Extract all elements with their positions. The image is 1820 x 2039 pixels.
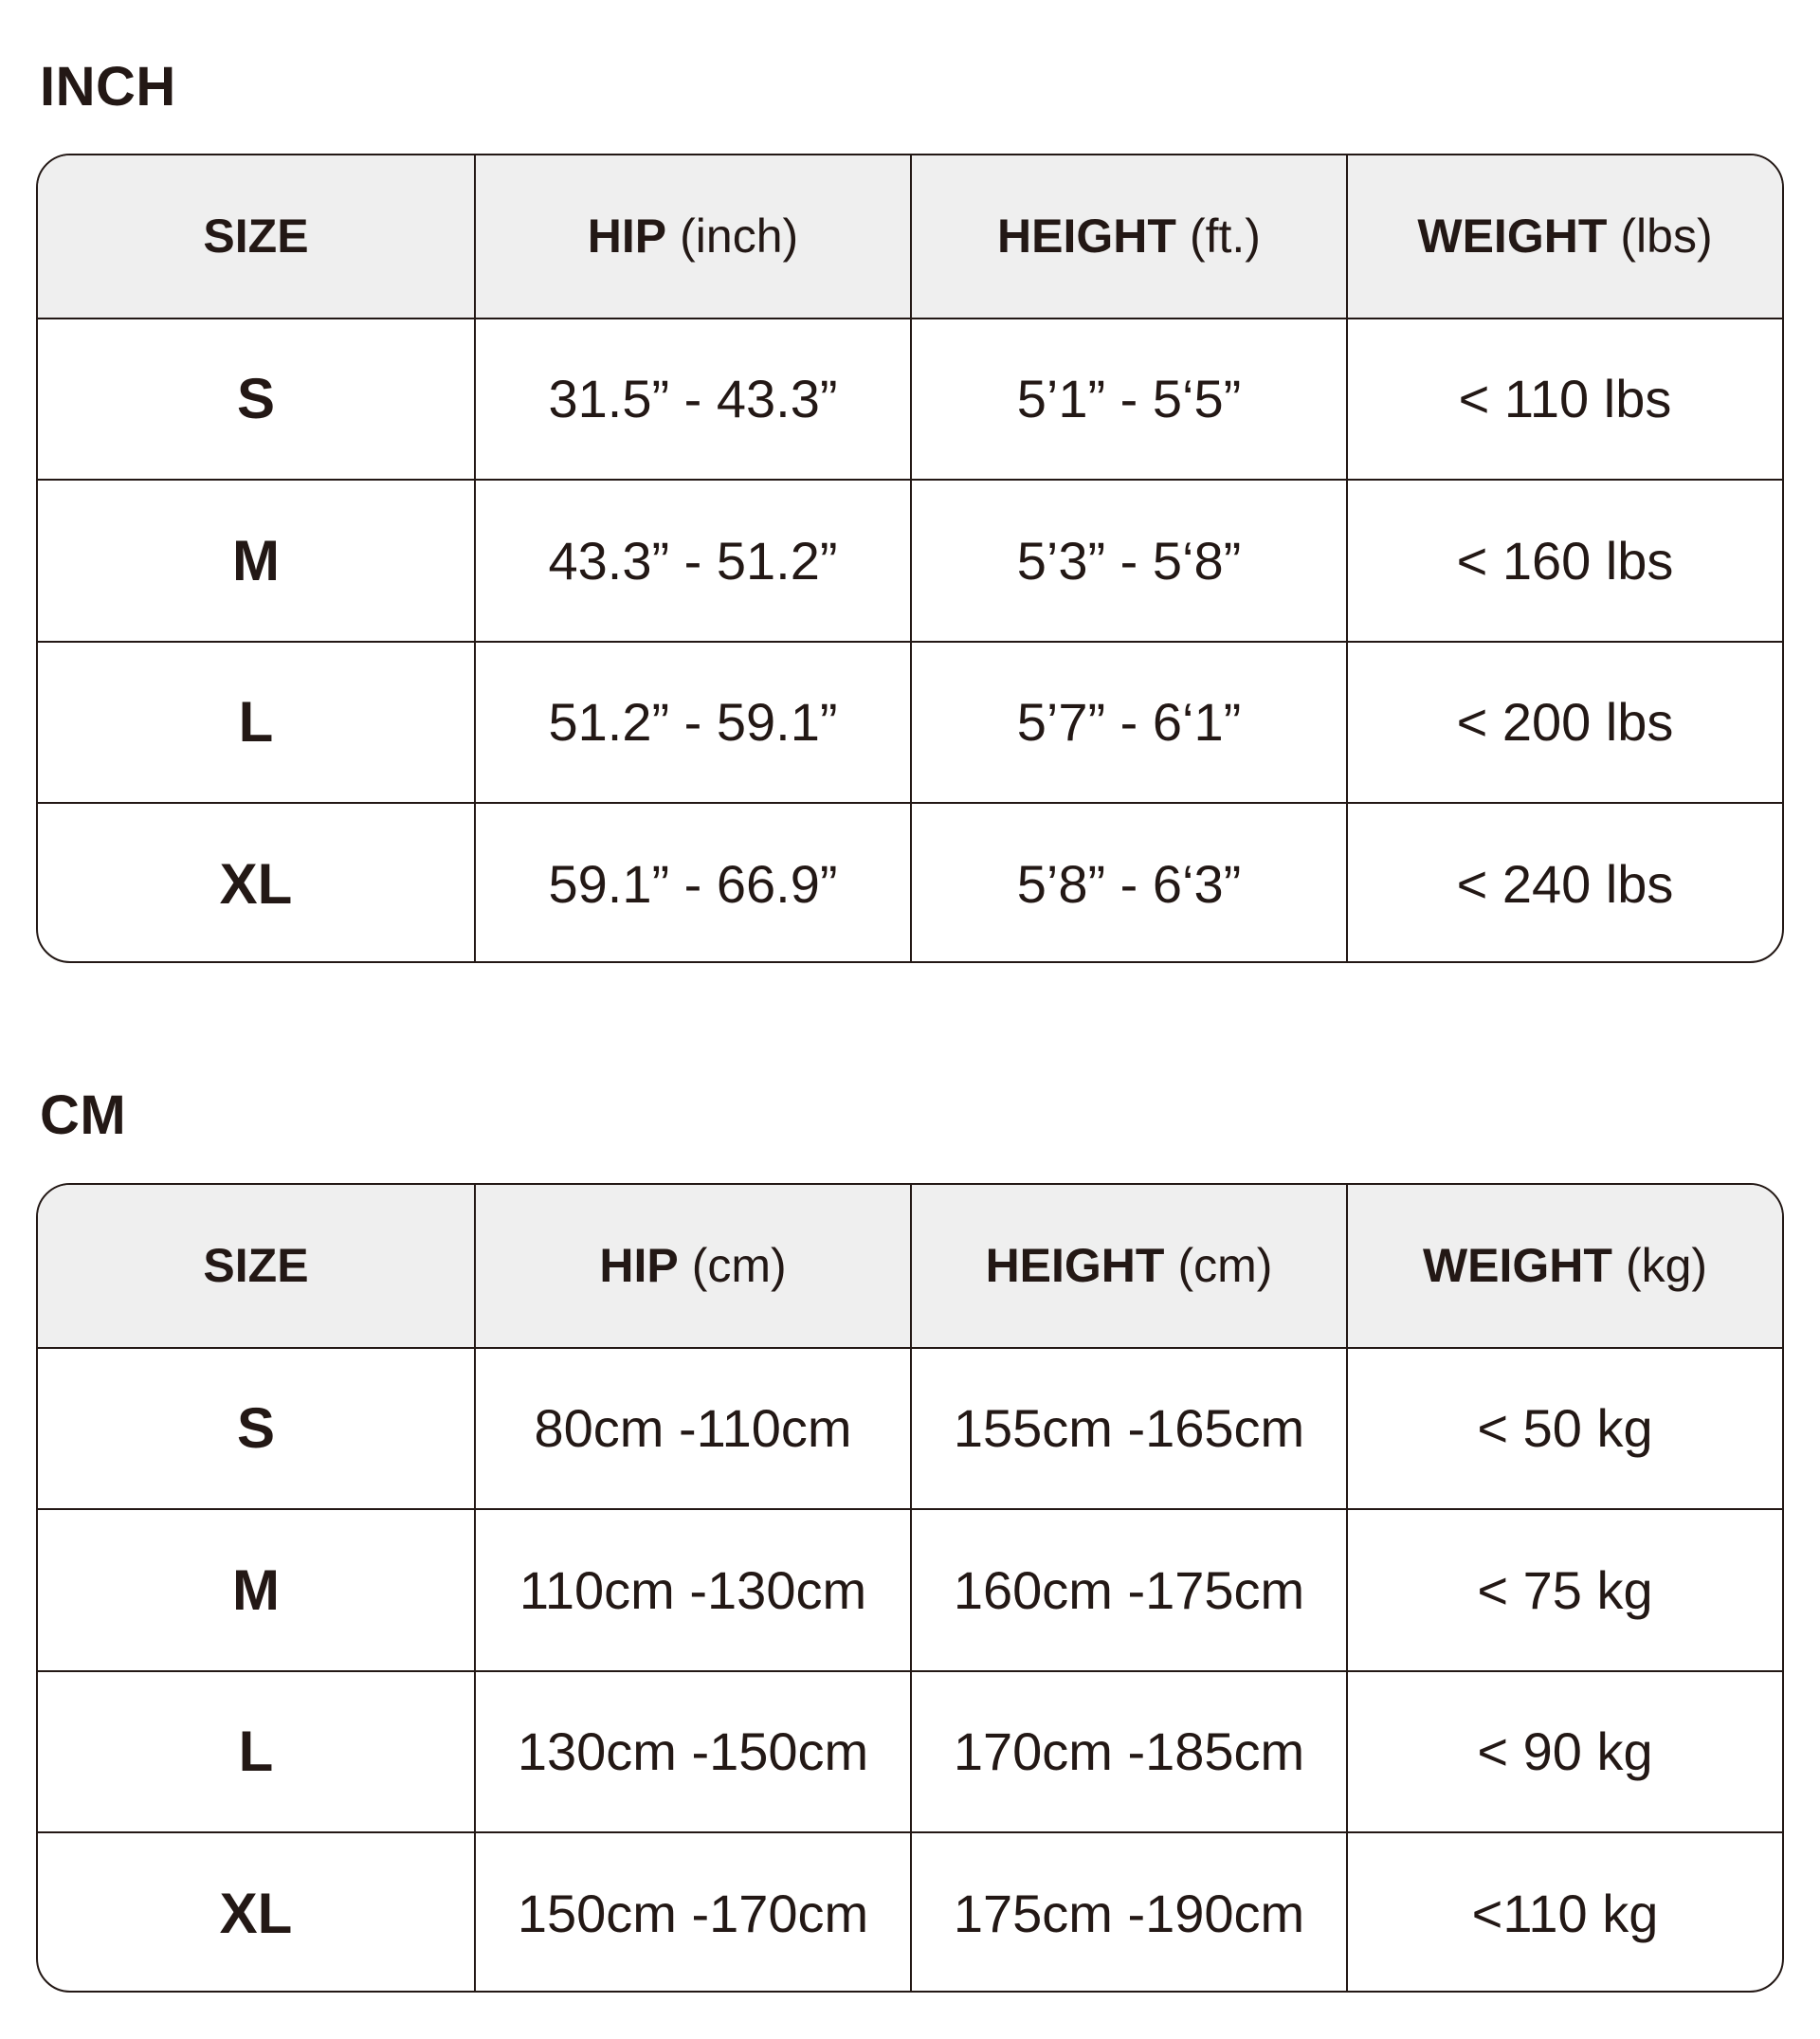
height-cell: 175cm -190cm <box>910 1833 1346 1993</box>
table-row <box>38 1670 1782 1832</box>
table-row <box>38 1508 1782 1670</box>
height-cell: 160cm -175cm <box>910 1510 1346 1670</box>
weight-cell: < 200 lbs <box>1346 643 1782 803</box>
header-hip-label: HIP <box>599 1239 679 1293</box>
header-height-unit: (cm) <box>1177 1239 1273 1293</box>
hip-cell: 110cm -130cm <box>474 1510 910 1670</box>
height-cell: 5’3” - 5‘8” <box>910 481 1346 641</box>
size-cell: S <box>236 367 276 431</box>
header-hip-unit: (inch) <box>680 209 799 264</box>
table-row <box>38 1831 1782 1993</box>
height-cell: 5’7” - 6‘1” <box>910 643 1346 803</box>
header-size <box>38 155 474 318</box>
header-hip-unit: (cm) <box>691 1239 787 1293</box>
header-weight <box>1346 1185 1782 1347</box>
table-row <box>38 641 1782 803</box>
header-size-label: SIZE <box>203 209 309 264</box>
weight-cell: < 240 lbs <box>1346 804 1782 963</box>
size-cell: XL <box>219 851 293 916</box>
height-cell: 5’8” - 6‘3” <box>910 804 1346 963</box>
hip-cell: 51.2” - 59.1” <box>474 643 910 803</box>
cm-section-title: CM <box>40 1084 127 1146</box>
weight-cell: < 110 lbs <box>1346 319 1782 480</box>
cm-size-table <box>36 1183 1784 1993</box>
header-size-label: SIZE <box>203 1239 309 1293</box>
header-size <box>38 1185 474 1347</box>
header-weight-label: WEIGHT <box>1422 1239 1612 1293</box>
header-hip-label: HIP <box>587 209 667 264</box>
header-height-unit: (ft.) <box>1189 209 1261 264</box>
header-weight-unit: (lbs) <box>1620 209 1713 264</box>
header-weight-unit: (kg) <box>1625 1239 1708 1293</box>
height-cell: 5’1” - 5‘5” <box>910 319 1346 480</box>
weight-cell: < 50 kg <box>1346 1349 1782 1509</box>
height-cell: 155cm -165cm <box>910 1349 1346 1509</box>
header-height <box>910 155 1346 318</box>
table-row <box>38 479 1782 641</box>
header-weight <box>1346 155 1782 318</box>
weight-cell: <110 kg <box>1346 1833 1782 1993</box>
weight-cell: < 90 kg <box>1346 1672 1782 1832</box>
table-row <box>38 1347 1782 1509</box>
height-cell: 170cm -185cm <box>910 1672 1346 1832</box>
inch-size-table <box>36 154 1784 963</box>
size-cell: M <box>232 1557 280 1622</box>
table-header-row <box>38 1185 1782 1347</box>
hip-cell: 31.5” - 43.3” <box>474 319 910 480</box>
hip-cell: 80cm -110cm <box>474 1349 910 1509</box>
header-hip <box>474 1185 910 1347</box>
weight-cell: < 160 lbs <box>1346 481 1782 641</box>
table-header-row <box>38 155 1782 318</box>
hip-cell: 59.1” - 66.9” <box>474 804 910 963</box>
header-height-label: HEIGHT <box>985 1239 1165 1293</box>
size-cell: S <box>236 1396 276 1461</box>
weight-cell: < 75 kg <box>1346 1510 1782 1670</box>
hip-cell: 43.3” - 51.2” <box>474 481 910 641</box>
table-row <box>38 802 1782 963</box>
size-cell: L <box>238 690 274 755</box>
header-weight-label: WEIGHT <box>1417 209 1608 264</box>
size-cell: L <box>238 1720 274 1784</box>
header-height <box>910 1185 1346 1347</box>
header-height-label: HEIGHT <box>997 209 1176 264</box>
size-cell: M <box>232 528 280 592</box>
hip-cell: 130cm -150cm <box>474 1672 910 1832</box>
inch-section-title: INCH <box>40 56 176 118</box>
table-row <box>38 318 1782 480</box>
header-hip <box>474 155 910 318</box>
size-cell: XL <box>219 1881 293 1945</box>
hip-cell: 150cm -170cm <box>474 1833 910 1993</box>
